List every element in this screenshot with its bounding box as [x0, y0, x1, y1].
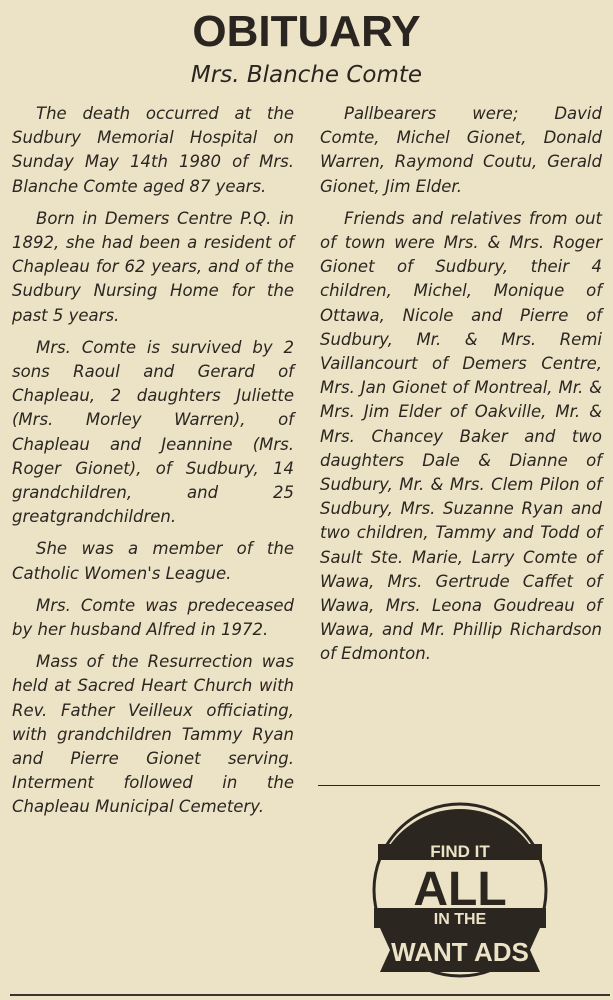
want-ads-badge-graphic: [370, 800, 550, 980]
ad-line-want-ads: WANT ADS: [391, 937, 529, 967]
paragraph-birth-residence: Born in Demers Centre P.Q. in 1892, she had been a resident of Chapleau for 62 years, and of the Sudbury Nursing Home for the past 5 years.: [12, 208, 294, 325]
column-divider-rule: [318, 785, 600, 786]
ad-line-in-the: IN THE: [433, 911, 487, 928]
paragraph-survivors: Mrs. Comte is survived by 2 sons Raoul and Gerard of Chapleau, 2 daughters Juliette (Mrs. Morley Warren), of Chapleau and Jeannine (Mrs. Roger Gionet), of Sudbury, 14 grandchildren, and 25 greatgrandchildren.: [12, 337, 294, 527]
right-column: [320, 102, 602, 675]
paragraph-pallbearers: Pallbearers were; David Comte, Michel Gionet, Donald Warren, Raymond Coutu, Gerald Gionet, Jim Elder.: [320, 104, 602, 196]
paragraph-mass: Mass of the Resurrection was held at Sacred Heart Church with Rev. Father Veilleux officiating, with grandchildren Tammy Ryan and Pierre Gionet serving. Interment followed in the Chapleau Municipal Cemetery.: [12, 652, 294, 817]
paragraph-friends-relatives: Friends and relatives from out of town were Mrs. & Mrs. Roger Gionet of Sudbury, their 4 children, Michel, Monique of Ottawa, Nicole and Pierre of Sudbury, Mr. & Mrs. Remi Vaillancourt of Demers Centre, Mrs. Jan Gionet of Montreal, Mr. & Mrs. Jim Elder of Oakville, Mr. & Mrs. Chancey Baker and two daughters Dale & Dianne of Sudbury, Mr. & Mrs. Clem Pilon of Sudbury, Mrs. Suzanne Ryan and two children, Tammy and Todd of Sault Ste. Marie, Larry Comte of Wawa, Mrs. Gertrude Caffet of Wawa, Mrs. Leona Goudreau of Wawa, and Mr. Phillip Richardson of Edmonton.: [320, 208, 602, 664]
ad-line-all: ALL: [413, 863, 507, 916]
deceased-name: Mrs. Blanche Comte: [190, 62, 423, 88]
want-ads-logo: [370, 800, 550, 980]
obituary-heading: OBITUARY: [192, 7, 421, 56]
paragraph-predeceased: Mrs. Comte was predeceased by her husband Alfred in 1972.: [12, 595, 294, 640]
left-column: [12, 102, 294, 828]
paragraph-death-notice: The death occurred at the Sudbury Memorial Hospital on Sunday May 14th 1980 of Mrs. Blanche Comte aged 87 years.: [12, 104, 294, 196]
bottom-border-rule: [10, 994, 610, 996]
paragraph-membership: She was a member of the Catholic Women's League.: [12, 539, 294, 583]
ad-line-find-it: FIND IT: [430, 842, 490, 861]
